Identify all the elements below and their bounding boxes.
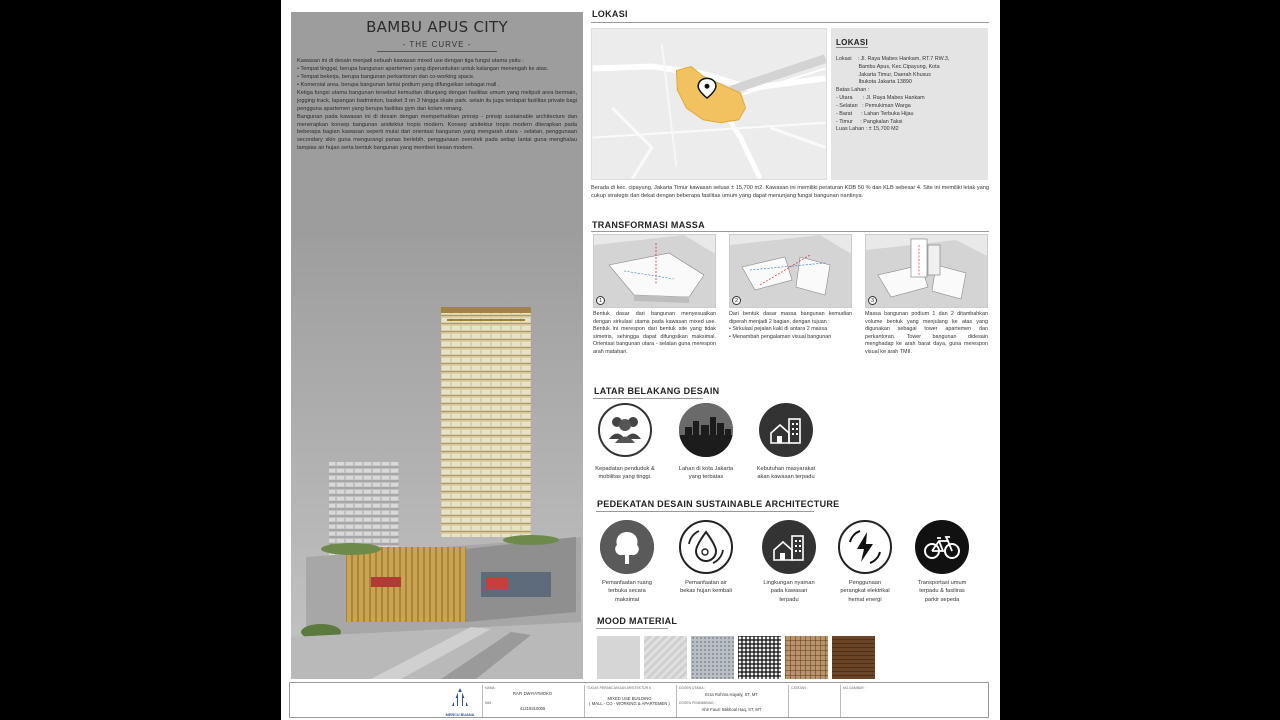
- step-number: 3: [868, 296, 877, 305]
- latar-section-title: LATAR BELAKANG DESAIN: [594, 386, 720, 396]
- caption-line: Lingkungan nyaman: [763, 580, 815, 586]
- location-info-line: Batas Lahan :: [836, 87, 870, 94]
- dosen-value: Erza Rohma Hayaty, ST, MT: [705, 692, 758, 697]
- city-skyline-icon: [679, 403, 733, 457]
- transformasi-section-title: TRANSFORMASI MASSA: [592, 220, 705, 230]
- drawing-number-cell: [840, 685, 880, 717]
- section-divider: [591, 22, 989, 23]
- presentation-sheet: [281, 0, 1000, 720]
- section-divider: [596, 628, 668, 629]
- tugas-value-detail: ( MALL - CO - WORKING & APARTEMEN ): [589, 701, 670, 706]
- section-divider: [593, 398, 703, 399]
- material-swatch-black-mesh: [738, 636, 781, 679]
- notes-cell: [788, 685, 838, 717]
- mass-transformation-step-2: [729, 234, 852, 308]
- nama-value: RAFI DWIYATMOKO: [512, 691, 553, 696]
- latar-caption: [671, 465, 741, 482]
- pendekatan-caption: [592, 579, 662, 604]
- caption-line: terbuka secara: [608, 588, 646, 595]
- section-divider: [596, 511, 814, 512]
- material-swatch-wood: [832, 636, 875, 679]
- material-swatch-rattan: [785, 636, 828, 679]
- people-icon: [598, 403, 652, 457]
- pembimbing-label: DOSEN PEMBIMBING :: [679, 701, 716, 705]
- nogambar-label: NO.GAMBAR :: [843, 686, 866, 690]
- nama-label: NAMA :: [485, 686, 497, 690]
- location-info-line: Luas Lahan : ± 15,700 M2: [836, 126, 899, 133]
- latar-caption: [590, 465, 660, 482]
- step-number: 1: [596, 296, 605, 305]
- location-description: Berada di kec. cipayung, Jakarta Timur kawasan seluas ± 15,700 m2. Kawasan ini memiliki peraturan KDB 50 % dan KLB sebesar 4. Site ini memiliki letak yang cukup strategis dan dekat dengan beberapa fasilitas umum yang dapat menunjang fungsi bangunan nantinya.: [591, 185, 989, 200]
- water-drop-icon: [679, 520, 733, 574]
- project-subtitle: - THE CURVE -: [402, 40, 472, 49]
- description-paragraph: Kawasan ini di desain menjadi sebuah kawasan mixed use dengan tiga fungsi utama yaitu :: [297, 58, 524, 64]
- step-2-description: Dari bentuk dasar massa bangunan kemudian diperah menjadi 2 bagian, dengan tujuan : • Sirkulasi pejalan kaki di antara 2 massa • Menambah pengalaman visual bangunan: [729, 311, 852, 340]
- description-paragraph: • Tempat tinggal, berupa bangunan apartemen yang diperuntukan untuk kalangan menengah ke atas.: [297, 65, 549, 72]
- project-title: BAMBU APUS CITY: [366, 18, 508, 36]
- caption-line: akan kawasan terpadu: [757, 474, 815, 481]
- tree-icon: [600, 520, 654, 574]
- caption-line: Lahan di kota Jakarta: [678, 466, 734, 472]
- dosen-label: DOSEN UTAMA :: [679, 686, 706, 690]
- step-3-description: Massa bangunan podium 1 dan 2 ditambahkan volume bentuk yang menjulang ke atas yang digunakan sebagai tower apartemen dan perkantoran. Tower bangunan didesain menghadap ke arah barat daya, guna merespon visual ke arah TMII.: [865, 311, 988, 355]
- building-render: [291, 237, 583, 679]
- lightning-icon: [838, 520, 892, 574]
- location-info-title: LOKASI: [836, 38, 869, 47]
- nim-label: NIM :: [485, 701, 494, 705]
- location-info-line: - Utara : Jl. Raya Mabes Hankam: [836, 95, 925, 102]
- caption-line: Transportasi umum: [917, 580, 967, 586]
- caption-line: hemat energi: [848, 596, 882, 603]
- caption-line: bekas hujan kembali: [680, 588, 732, 595]
- caption-line: Penggunaan: [848, 580, 882, 586]
- material-swatch-stone: [644, 636, 687, 679]
- bicycle-icon: [915, 520, 969, 574]
- lecturer-cell: [676, 685, 786, 717]
- caption-line: terpadu: [779, 596, 799, 603]
- location-info-box: [831, 28, 988, 180]
- caption-line: Kebutuhan masyarakat: [756, 466, 816, 472]
- caption-line: Kepadatan penduduk &: [595, 466, 655, 472]
- location-info-line: - Barat : Lahan Terbuka Hijau: [836, 110, 914, 117]
- caption-line: Pemanfaatan air: [685, 580, 727, 586]
- nim-value: 41219310005: [519, 706, 546, 711]
- location-info-line: - Timur : Pangkalan Taksi: [836, 118, 903, 125]
- caption-line: perangkat elektrikal: [840, 588, 890, 595]
- pendekatan-section-title: PEDEKATAN DESAIN SUSTAINABLE ARCHITECTURE: [597, 499, 840, 509]
- description-paragraph: Bangunan pada kawasan ini di desain dengan memperhatikan prinsip - prinsip sustainable architecture dan menerapkan konsep bangunan arsitektur tropis modern. Konsep arsitektur tropis modern diterapkan pada beberapa bagian kawasan seperti mulai dari orientasi bangunan yang mengarah utara - selatan, penggunaan secondary skin guna mengurangi panas berlebih, penggunaan overstek pada setiap lantai guna menghalau tampias air hujan serta bentuk bangunan yang memberi kesan modern.: [297, 113, 577, 152]
- pendekatan-caption: [830, 579, 900, 604]
- description-paragraph: Ketiga fungsi utama bangunan tersebut kemudian ditunjang dengan fasilitas umum yang meliputi area bermain, jogging track, lapangan badminton, basket 3 on 3 hingga skate park. selain itu juga terdapat fasilitas private bagi pengguna apartemen yang berupa fasilitas gym dan kolam renang.: [297, 89, 577, 112]
- caption-line: Pemanfaatan ruang: [602, 580, 652, 586]
- caption-line: mobilitas yang tinggi.: [598, 474, 652, 481]
- section-divider: [591, 231, 989, 232]
- course-cell: [584, 685, 674, 717]
- caption-line: yang terbatas: [688, 474, 724, 481]
- building-home-icon: [759, 403, 813, 457]
- tugas-value: MIXED USE BUILDING: [607, 696, 652, 701]
- caption-line: maksimal: [614, 596, 640, 603]
- subtitle-divider: [377, 51, 497, 52]
- mood-section-title: MOOD MATERIAL: [597, 616, 678, 626]
- material-swatch-concrete: [597, 636, 640, 679]
- location-info-line: Ibukota Jakarta 13890: [836, 79, 912, 86]
- pendekatan-caption: [671, 579, 741, 596]
- title-block: [289, 682, 989, 718]
- pembimbing-value: Ahir Fauzi Istikhoal Haq, ST, MT: [701, 707, 762, 712]
- location-info-line: Lokasi : Jl. Raya Mabes Hankam, RT.7 RW.3,: [836, 56, 950, 62]
- mass-transformation-step-1: [593, 234, 716, 308]
- caption-line: pada kawasan: [770, 588, 808, 595]
- step-1-description: Bentuk dasar dari bangunan menyesuaikan dengan sirkulasi utama pada kawasan mixed use. Bentuk ini merespon dari bentuk site yang tidak simetris, sehingga dapat difungsikan maksimal. Orientasi bangunan utara - selatan guna merespon arah matahari.: [593, 311, 716, 355]
- catatan-label: CATATAN :: [791, 686, 808, 690]
- latar-caption: [751, 465, 821, 482]
- site-location-map: [591, 28, 827, 180]
- student-name-cell: [482, 685, 582, 717]
- pendekatan-caption: [907, 579, 977, 604]
- location-info-line: Jakarta Timur, Daerah Khusus: [836, 71, 931, 78]
- location-info-line: - Selatan : Pemukiman Warga: [836, 102, 911, 109]
- building-home-icon: [762, 520, 816, 574]
- caption-line: terpadu & fasiliras: [919, 588, 965, 595]
- project-description: [291, 58, 583, 153]
- step-number: 2: [732, 296, 741, 305]
- description-paragraph: • Komersial area, berupa bangunan lantai podium yang difungsikan sebagai mall .: [297, 81, 500, 88]
- material-swatch-perforated-metal: [691, 636, 734, 679]
- university-logo-text: MERCU BUANA: [445, 713, 475, 717]
- lokasi-section-title: LOKASI: [592, 9, 628, 19]
- location-info-line: Bambu Apus, Kec.Cipayung, Kota: [836, 63, 940, 70]
- university-logo: [440, 686, 480, 716]
- caption-line: parkir sepeda: [924, 596, 960, 603]
- project-overview-panel: [291, 12, 583, 679]
- pendekatan-caption: [754, 579, 824, 604]
- tugas-label: TUGAS PERANCANGAN ARSITEKTUR 6: [587, 686, 651, 690]
- mass-transformation-step-3: [865, 234, 988, 308]
- description-paragraph: • Tempat bekerja, berupa bangunan perkantoran dan co-working space.: [297, 73, 475, 80]
